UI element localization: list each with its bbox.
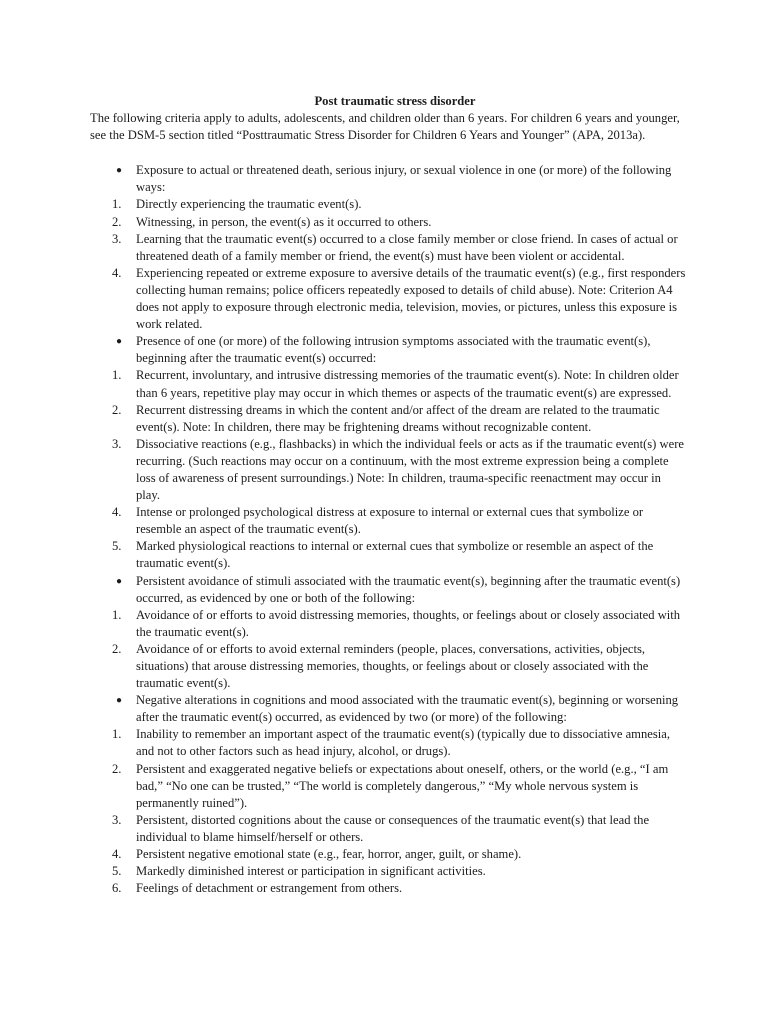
list-number: 1. [112,607,122,622]
list-number: 5. [112,539,122,554]
list-number: 1. [112,197,122,212]
criterion-text: Persistent avoidance of stimuli associated with the traumatic event(s), beginning after the traumatic event(s) occurred, as evidenced by one or both of the following: [136,573,681,605]
criterion-numbered-item [90,846,688,863]
criterion-text: Avoidance of or efforts to avoid external reminders (people, places, conversations, activities, objects, situations) that arouse distressing memories, thoughts, or feelings about or closely associated with the traumatic event(s). [136,641,649,691]
bullet-marker: ● [116,575,123,587]
criterion-numbered-item [90,265,688,333]
criterion-text: Recurrent, involuntary, and intrusive distressing memories of the traumatic event(s). Note: In children older than 6 years, repetitive play may occur in which themes or aspects of the traumatic event(s) are expressed. [136,368,679,400]
criterion-text: Marked physiological reactions to internal or external cues that symbolize or resemble an aspect of the traumatic event(s). [136,539,654,571]
criterion-text: Witnessing, in person, the event(s) as it occurred to others. [136,214,432,229]
bullet-marker: ● [116,336,123,348]
list-number: 3. [112,231,122,246]
criterion-numbered-item [90,538,688,572]
bullet-marker: ● [116,165,123,177]
criterion-text: Dissociative reactions (e.g., flashbacks) in which the individual feels or acts as if the traumatic event(s) were recurring. (Such reactions may occur on a continuum, with the most extreme expression being a complete loss of awareness of present surroundings.) Note: In children, trauma-specific reenactment may occur in play. [136,436,684,503]
criterion-numbered-item [90,214,688,231]
criterion-text: Learning that the traumatic event(s) occurred to a close family member or close friend. In cases of actual or threatened death of a family member or friend, the event(s) must have been violent or accidental. [136,231,678,263]
criterion-text: Persistent negative emotional state (e.g., fear, horror, anger, guilt, or shame). [136,847,522,862]
criterion-numbered-item [90,863,688,880]
criterion-numbered-item [90,641,688,692]
criterion-text: Avoidance of or efforts to avoid distressing memories, thoughts, or feelings about or closely associated with the traumatic event(s). [136,607,681,639]
criterion-text: Intense or prolonged psychological distress at exposure to internal or external cues that symbolize or resemble an aspect of the traumatic event(s). [136,505,644,537]
criterion-text: Persistent and exaggerated negative beliefs or expectations about oneself, others, or the world (e.g., “I am bad,” “No one can be trusted,” “The world is completely dangerous,” “My whole nervous system is permanently ruined”). [136,761,669,810]
criterion-text: Exposure to actual or threatened death, serious injury, or sexual violence in one (or more) of the following ways: [136,163,672,195]
list-number: 6. [112,881,122,896]
criterion-numbered-item [90,761,688,812]
list-number: 5. [112,864,122,879]
criterion-text: Negative alterations in cognitions and mood associated with the traumatic event(s), beginning or worsening after the traumatic event(s) occurred, as evidenced by two (or more) of the following: [136,693,679,725]
paragraph-spacer [90,144,688,162]
list-number: 2. [112,402,122,417]
criterion-numbered-item [90,196,688,213]
criterion-numbered-item [90,436,688,504]
list-number: 4. [112,265,122,280]
criterion-text: Recurrent distressing dreams in which the content and/or affect of the dream are related to the traumatic event(s). Note: In children, there may be frightening dreams without recognizable content. [136,402,660,434]
criterion-text: Feelings of detachment or estrangement from others. [136,881,403,896]
list-number: 2. [112,641,122,656]
list-number: 3. [112,812,122,827]
list-number: 2. [112,761,122,776]
document-title: Post traumatic stress disorder [314,94,476,108]
list-number: 3. [112,436,122,451]
criterion-text: Persistent, distorted cognitions about the cause or consequences of the traumatic event(s) that lead the individual to blame himself/herself or others. [136,812,650,844]
criterion-bullet-item [90,692,688,726]
list-number: 2. [112,214,122,229]
criterion-numbered-item [90,504,688,538]
criterion-numbered-item [90,607,688,641]
criterion-bullet-item [90,573,688,607]
intro-paragraph: The following criteria apply to adults, adolescents, and children older than 6 years. For children 6 years and younger, see the DSM-5 section titled “Posttraumatic Stress Disorder for Children 6 Years and Younger” (APA, 2013a). [90,111,680,143]
criterion-numbered-item [90,231,688,265]
criterion-numbered-item [90,367,688,401]
criterion-numbered-item [90,812,688,846]
criterion-text: Experiencing repeated or extreme exposure to aversive details of the traumatic event(s) (e.g., first responders collecting human remains; police officers repeatedly exposed to details of child abuse). Note: Criterion A4 does not apply to exposure through electronic media, television, movies, or pictures, unless this exposure is work related. [136,265,686,332]
criterion-numbered-item [90,402,688,436]
bullet-marker: ● [116,695,123,707]
criterion-text: Presence of one (or more) of the following intrusion symptoms associated with the traumatic event(s), beginning after the traumatic event(s) occurred: [136,334,651,366]
criterion-text: Inability to remember an important aspect of the traumatic event(s) (typically due to dissociative amnesia, and not to other factors such as head injury, alcohol, or drugs). [136,727,671,759]
criterion-bullet-item [90,162,688,196]
list-number: 4. [112,505,122,520]
criteria-list [90,162,688,897]
criterion-numbered-item [90,880,688,897]
criterion-text: Directly experiencing the traumatic event(s). [136,197,362,212]
list-number: 4. [112,847,122,862]
list-number: 1. [112,727,122,742]
criterion-bullet-item [90,333,688,367]
criterion-numbered-item [90,726,688,760]
criterion-text: Markedly diminished interest or participation in significant activities. [136,864,486,879]
list-number: 1. [112,368,122,383]
